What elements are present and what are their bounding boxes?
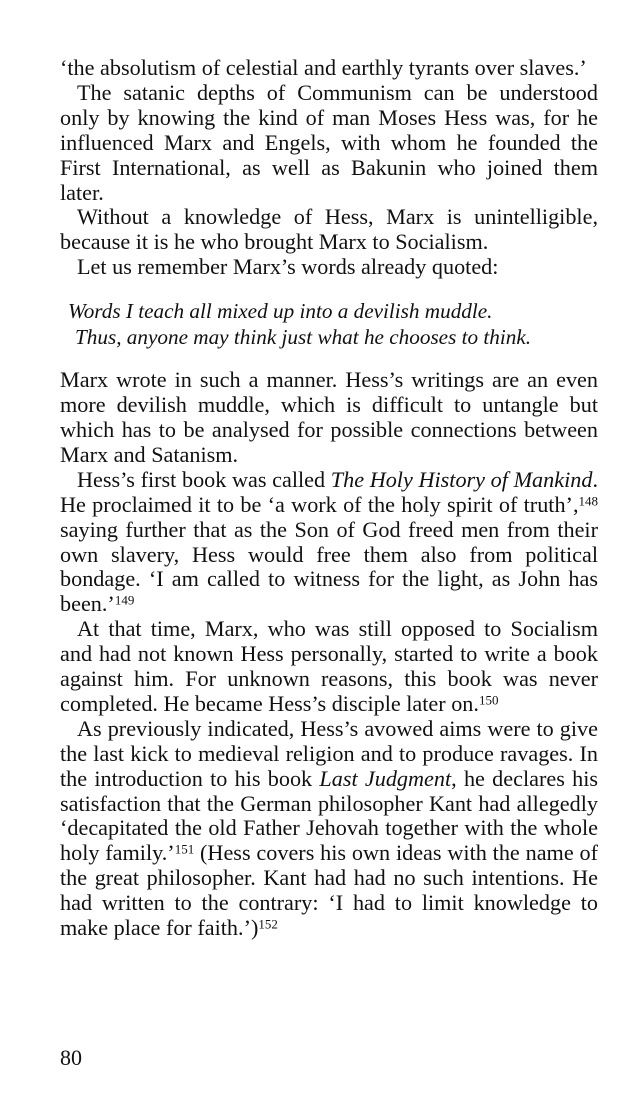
paragraph-6-text-c: saying further that as the Son of God freed men from their own slavery, Hess would free them also from political bondage. ‘I am called to witness for the light, as John has been.’ bbox=[60, 516, 598, 617]
paragraph-1: ‘the absolutism of celestial and earthly tyrants over slaves.’ bbox=[60, 55, 587, 80]
footnote-ref-149: 149 bbox=[114, 592, 135, 608]
paragraph-8 bbox=[60, 717, 598, 941]
paragraph-7 bbox=[60, 617, 598, 717]
paragraph-6-text-a: Hess’s first book was called bbox=[77, 466, 331, 492]
book-title-last-judgment: Last Judgment bbox=[319, 765, 452, 791]
paragraph-5: Marx wrote in such a manner. Hess’s writings are an even more devilish muddle, which is difficult to untangle but which has to be analysed for possible connections between Marx and Satanism. bbox=[60, 367, 598, 467]
paragraph-2: The satanic depths of Communism can be understood only by knowing the kind of man Moses Hess was, for he influenced Marx and Engels, with whom he founded the First International, as well as Bakunin who joined them later. bbox=[60, 79, 598, 205]
page-text bbox=[60, 56, 598, 941]
footnote-ref-150: 150 bbox=[478, 692, 499, 708]
verse-line-2: Thus, anyone may think just what he chooses to think. bbox=[75, 325, 532, 350]
paragraph-6-text-b: . He proclaimed it to be ‘a work of the holy spirit of truth’, bbox=[60, 466, 598, 517]
paragraph-4: Let us remember Marx’s words already quoted: bbox=[77, 254, 499, 280]
paragraph-7-text: At that time, Marx, who was still opposed to Socialism and had not known Hess personally, started to write a book against him. For unknown reasons, this book was never completed. He became Hess’s disciple later on. bbox=[60, 616, 598, 716]
page-number: 80 bbox=[60, 1045, 82, 1070]
verse-quote bbox=[68, 298, 598, 350]
paragraph-3: Without a knowledge of Hess, Marx is unintelligible, because it is he who brought Marx to Socialism. bbox=[60, 204, 598, 255]
book-title-holy-history: The Holy History of Mankind bbox=[330, 466, 593, 492]
paragraph-6 bbox=[60, 468, 598, 617]
footnote-ref-148: 148 bbox=[578, 493, 598, 509]
footnote-ref-152: 152 bbox=[258, 916, 278, 932]
paragraph-8-text-a: As previously indicated, Hess’s avowed aims were to give the last kick to medieval religion and to produce ravages. In the introduction to his book bbox=[60, 715, 598, 791]
verse-line-1: Words I teach all mixed up into a devilish muddle. bbox=[68, 299, 493, 324]
paragraph-8-text-b: , he declares his satisfaction that the German philosopher Kant had allegedly ‘decapitated the old Father Jehovah together with the whole holy family.’ bbox=[60, 765, 598, 866]
footnote-ref-151: 151 bbox=[174, 841, 195, 857]
paragraph-8-text-c: (Hess covers his own ideas with the name of the great philosopher. Kant had had no such intentions. He had written to the contrary: ‘I had to limit knowledge to make place for faith.’) bbox=[60, 840, 598, 941]
